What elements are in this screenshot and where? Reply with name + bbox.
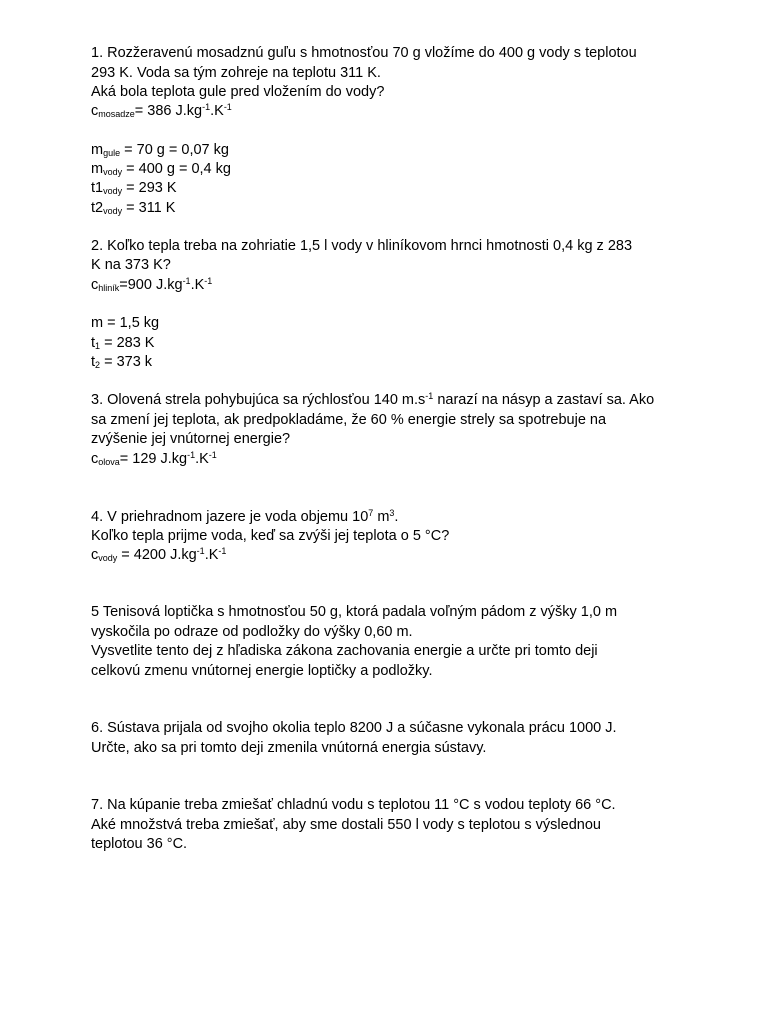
problem-1-mass-ball: $m_{gule} = 70$ g = 0,07 kg: [91, 142, 229, 158]
problem-5-line-1: 5 Tenisová loptička s hmotnosťou 50 g, ktorá padala voľným pádom z výšky 1,0 m: [91, 604, 618, 620]
problem-3-line-3: zvýšenie jej vnútornej energie?: [91, 431, 291, 447]
problem-1-line-1: 1. Rozžeravenú mosadznú guľu s hmotnosťou 70 g vložíme do 400 g vody s teplotou: [91, 45, 637, 61]
problem-1-t1: $t1_{vody} = 293$ K: [91, 180, 177, 196]
problem-4-specific-heat: $c_{vody} = 4200$ $J.kg^{-1}.K^{-1}$: [91, 546, 227, 563]
problem-7-line-3: teplotou 36 °C.: [91, 836, 188, 852]
problem-6-line-1: 6. Sústava prijala od svojho okolia teplo 8200 J a súčasne vykonala prácu 1000 J.: [91, 720, 617, 736]
problem-1-mass-water: $m_{vody} = 400$ g = 0,4 kg: [91, 161, 231, 177]
problem-1-line-2: 293 K. Voda sa tým zohreje na teplotu 311 K.: [91, 65, 381, 81]
problem-5-line-4: celkovú zmenu vnútornej energie loptičky a podložky.: [91, 663, 433, 679]
problem-2-t2: $t_2 = 373$ k: [91, 354, 153, 370]
problem-1-specific-heat: $c_{mosadze}= 386$ $J.kg^{-1}.K^{-1}$: [91, 102, 232, 119]
problem-4-line-1: 4. V priehradnom jazere je voda objemu $10^7$ $m^3$.: [91, 508, 399, 525]
problem-4-line-2: Koľko tepla prijme voda, keď sa zvýši jej teplota o 5 °C?: [91, 528, 450, 544]
problem-5-line-3: Vysvetlite tento dej z hľadiska zákona zachovania energie a určte pri tomto deji: [91, 643, 598, 659]
problem-2-line-1: 2. Koľko tepla treba na zohriatie 1,5 l vody v hliníkovom hrnci hmotnosti 0,4 kg z 283: [91, 238, 633, 254]
problem-7-line-1: 7. Na kúpanie treba zmiešať chladnú vodu s teplotou 11 °C s vodou teploty 66 °C.: [91, 797, 616, 813]
problem-2-specific-heat: $c_{hliník}=900$ $J.kg^{-1}.K^{-1}$: [91, 276, 213, 293]
problem-7-line-2: Aké množstvá treba zmiešať, aby sme dostali 550 l vody s teplotou s výslednou: [91, 817, 601, 833]
problem-6-line-2: Určte, ako sa pri tomto deji zmenila vnútorná energia sústavy.: [91, 740, 487, 756]
problem-1-t2: $t2_{vody} = 311$ K: [91, 200, 176, 216]
problem-3-line-2: sa zmení jej teplota, ak predpokladáme, že 60 % energie strely sa spotrebuje na: [91, 412, 607, 428]
problem-5-line-2: vyskočila po odraze od podložky do výšky 0,60 m.: [91, 624, 413, 640]
problem-1-line-3: Aká bola teplota gule pred vložením do vody?: [91, 84, 385, 100]
problem-2-mass: m = 1,5 kg: [91, 315, 160, 331]
problem-2-t1: $t_1 = 283$ K: [91, 335, 155, 351]
problem-3-specific-heat: $c_{olova}= 129$ $J.kg^{-1}.K^{-1}$: [91, 450, 217, 467]
problem-2-line-2: K na 373 K?: [91, 257, 171, 273]
problem-3-line-1: 3. Olovená strela pohybujúca sa rýchlosťou 140 $m.s^{-1}$ narazí na násyp a zastaví sa. Ako: [91, 391, 655, 408]
